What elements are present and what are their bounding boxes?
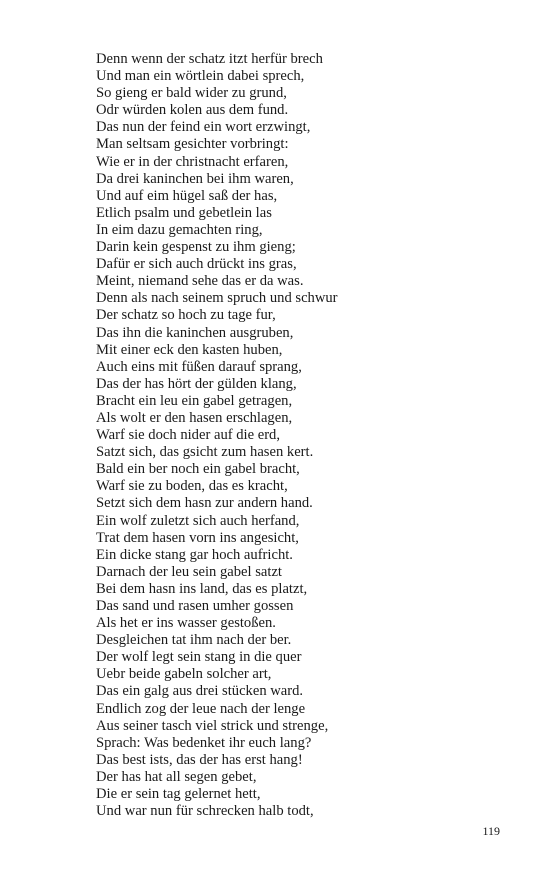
page-number: 119 — [482, 824, 500, 838]
poem-line: Sprach: Was bedenket ihr euch lang? — [96, 734, 312, 751]
poem-text — [96, 51, 516, 820]
poem-line: Man seltsam gesichter vorbringt: — [96, 136, 289, 153]
poem-line: Aus seiner tasch viel strick und strenge, — [96, 717, 329, 734]
poem-line: Das ein galg aus drei stücken ward. — [96, 683, 304, 700]
poem-line: Etlich psalm und gebetlein las — [96, 204, 272, 221]
poem-line: Meint, niemand sehe das er da was. — [96, 273, 304, 290]
poem-line: Denn als nach seinem spruch und schwur — [96, 290, 338, 307]
poem-line: Mit einer eck den kasten huben, — [96, 341, 283, 358]
poem-line: Ein dicke stang gar hoch aufricht. — [96, 546, 293, 563]
poem-line: Der wolf legt sein stang in die quer — [96, 649, 302, 666]
poem-line: Uebr beide gabeln solcher art, — [96, 666, 272, 683]
poem-line: Das sand und rasen umher gossen — [96, 598, 294, 614]
poem-line: Und auf eim hügel saß der has, — [96, 187, 278, 204]
poem-line: Warf sie zu boden, das es kracht, — [96, 478, 288, 495]
poem-line: So gieng er bald wider zu grund, — [96, 85, 287, 102]
poem-line: Dafür er sich auch drückt ins gras, — [96, 256, 297, 273]
poem-line: Desgleichen tat ihm nach der ber. — [96, 632, 292, 649]
poem-line: Setzt sich dem hasn zur andern hand. — [96, 495, 313, 512]
poem-line: Bracht ein leu ein gabel getragen, — [96, 392, 293, 409]
poem-line: Bei dem hasn ins land, das es platzt, — [96, 580, 308, 597]
poem-line: Das best ists, das der has erst hang! — [96, 751, 303, 768]
poem-line: Ein wolf zuletzt sich auch herfand, — [96, 512, 300, 529]
poem-line: Trat dem hasen vorn ins angesicht, — [96, 529, 299, 546]
poem-line: Odr würden kolen aus dem fund. — [96, 102, 289, 119]
poem-line: Als het er ins wasser gestoßen. — [96, 615, 276, 632]
poem-line: Darin kein gespenst zu ihm gieng; — [96, 239, 296, 256]
poem-line: Das der has hört der gülden klang, — [96, 375, 297, 392]
poem-line: Die er sein tag gelernet hett, — [96, 786, 261, 803]
poem-line: Darnach der leu sein gabel satzt — [96, 563, 282, 580]
poem-line: Als wolt er den hasen erschlagen, — [96, 409, 293, 426]
poem-line: Satzt sich, das gsicht zum hasen kert. — [96, 444, 314, 461]
poem-line: Das ihn die kaninchen ausgruben, — [96, 324, 294, 341]
poem-line: Und man ein wörtlein dabei sprech, — [96, 68, 305, 85]
poem-line: Denn wenn der schatz itzt herfür brech — [96, 51, 323, 67]
poem-line: Der schatz so hoch zu tage fur, — [96, 307, 276, 324]
poem-line: Bald ein ber noch ein gabel bracht, — [96, 461, 300, 478]
poem-line: Auch eins mit füßen darauf sprang, — [96, 358, 302, 375]
poem-line: In eim dazu gemachten ring, — [96, 221, 263, 238]
poem-line: Da drei kaninchen bei ihm waren, — [96, 170, 294, 187]
poem-line: Und war nun für schrecken halb todt, — [96, 803, 314, 820]
poem-line: Endlich zog der leue nach der lenge — [96, 700, 306, 717]
poem-line: Der has hat all segen gebet, — [96, 768, 257, 785]
poem-line: Wie er in der christnacht erfaren, — [96, 153, 289, 170]
poem-line: Das nun der feind ein wort erzwingt, — [96, 119, 311, 136]
poem-line: Warf sie doch nider auf die erd, — [96, 427, 281, 444]
